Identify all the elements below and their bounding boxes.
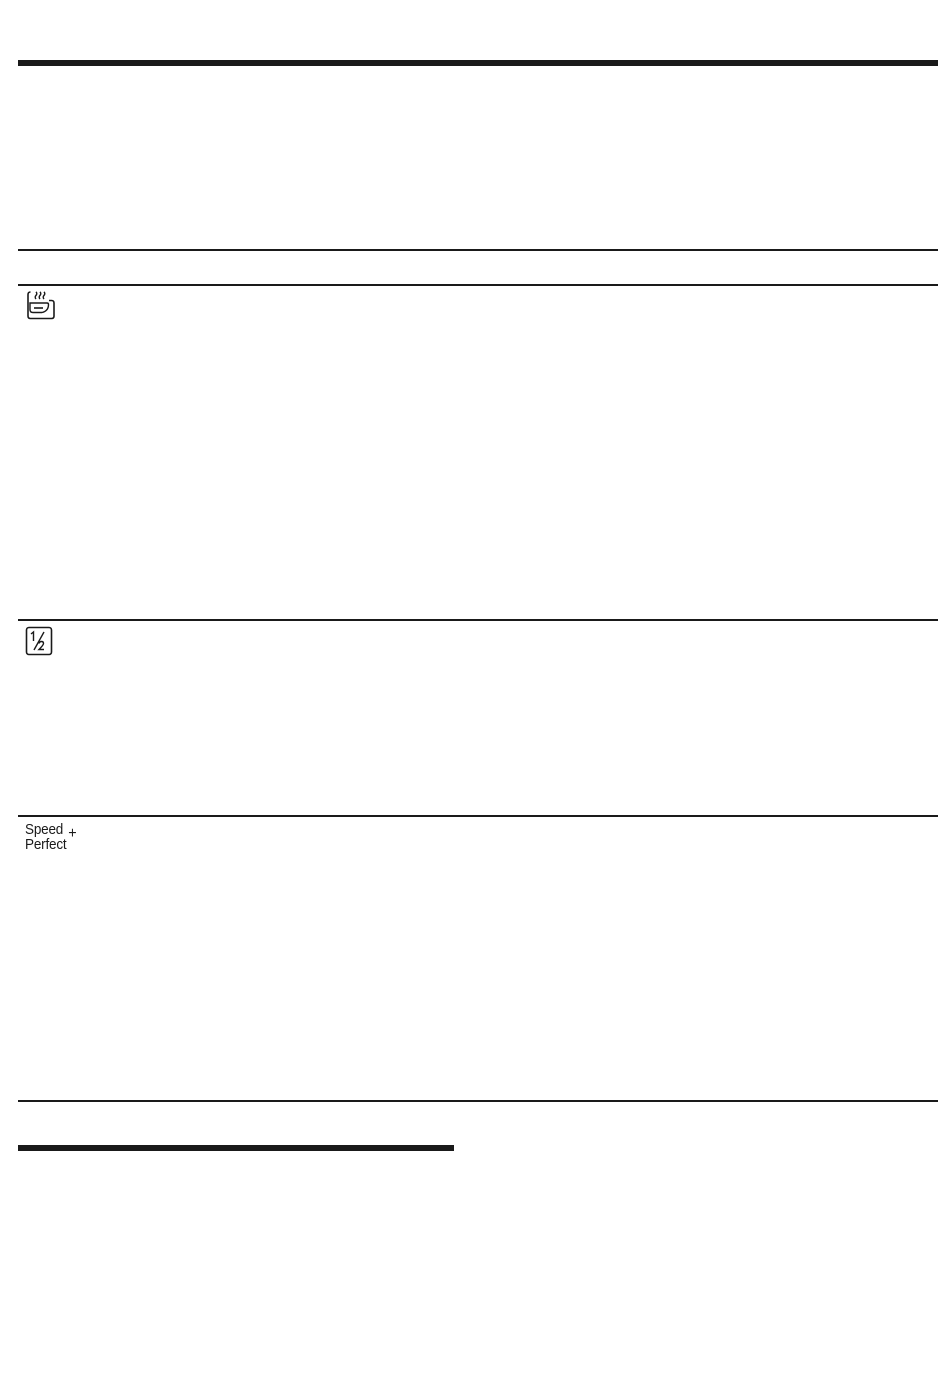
row-divider bbox=[18, 619, 938, 621]
warming-pan-icon bbox=[25, 289, 57, 326]
row-divider bbox=[18, 815, 938, 817]
section-rule bbox=[18, 1145, 454, 1151]
table-header-border bbox=[18, 284, 938, 286]
table-bottom-border bbox=[18, 1100, 938, 1102]
perfect-label: Perfect bbox=[25, 836, 67, 853]
table-top-border bbox=[18, 249, 938, 251]
half-portion-icon bbox=[25, 626, 53, 661]
speed-label: Speed bbox=[25, 821, 64, 838]
speed-perfect-icon bbox=[25, 821, 77, 853]
plus-sign: + bbox=[68, 825, 77, 842]
top-rule bbox=[18, 60, 938, 66]
